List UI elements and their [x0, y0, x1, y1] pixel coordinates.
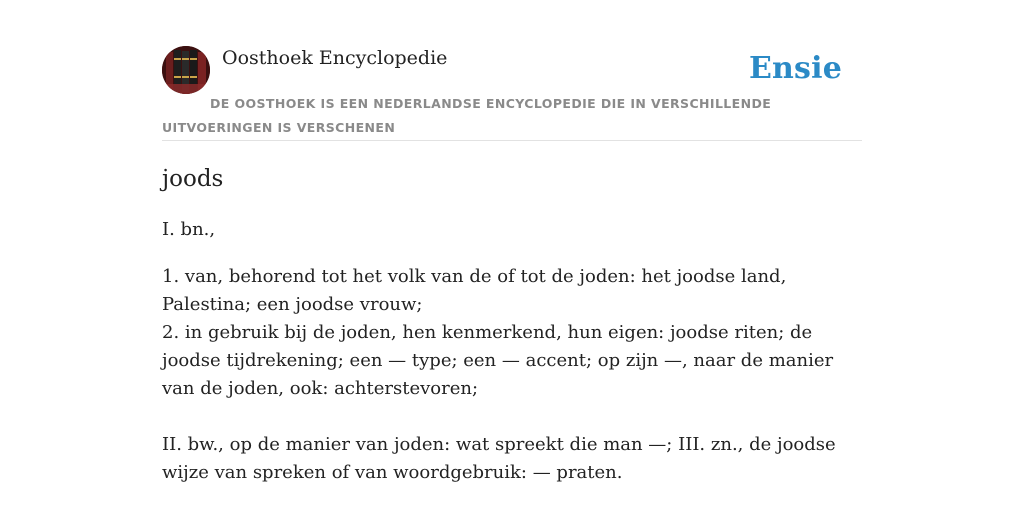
- part-of-speech: I. bn.,: [162, 219, 216, 240]
- entry-title: joods: [162, 166, 224, 192]
- site-avatar[interactable]: [162, 46, 210, 94]
- site-header: [162, 46, 862, 141]
- definition-item: 1. van, behorend tot het volk van de of tot de joden: het joodse land, Palestina; een joodse vrouw;: [162, 266, 787, 315]
- site-title-link[interactable]: Oosthoek Encyclopedie: [222, 47, 448, 69]
- additional-senses: II. bw., op de manier van joden: wat spreekt die man —; III. zn., de joodse wijze van spreken of van woordgebruik: — praten.: [162, 434, 836, 483]
- ensie-logo-link[interactable]: Ensie: [748, 51, 842, 86]
- site-tagline: DE OOSTHOEK IS EEN NEDERLANDSE ENCYCLOPEDIE DIE IN VERSCHILLENDE UITVOERINGEN IS VERSCHENEN: [162, 96, 772, 135]
- book-spines-icon: [162, 46, 210, 94]
- definitions: [162, 263, 862, 403]
- definition-item: 2. in gebruik bij de joden, hen kenmerkend, hun eigen: joodse riten; de joodse tijdrekening; een — type; een — accent; op zijn —, naar de manier van de joden, ook: achterstevoren;: [162, 322, 834, 399]
- entry-content: [162, 162, 862, 487]
